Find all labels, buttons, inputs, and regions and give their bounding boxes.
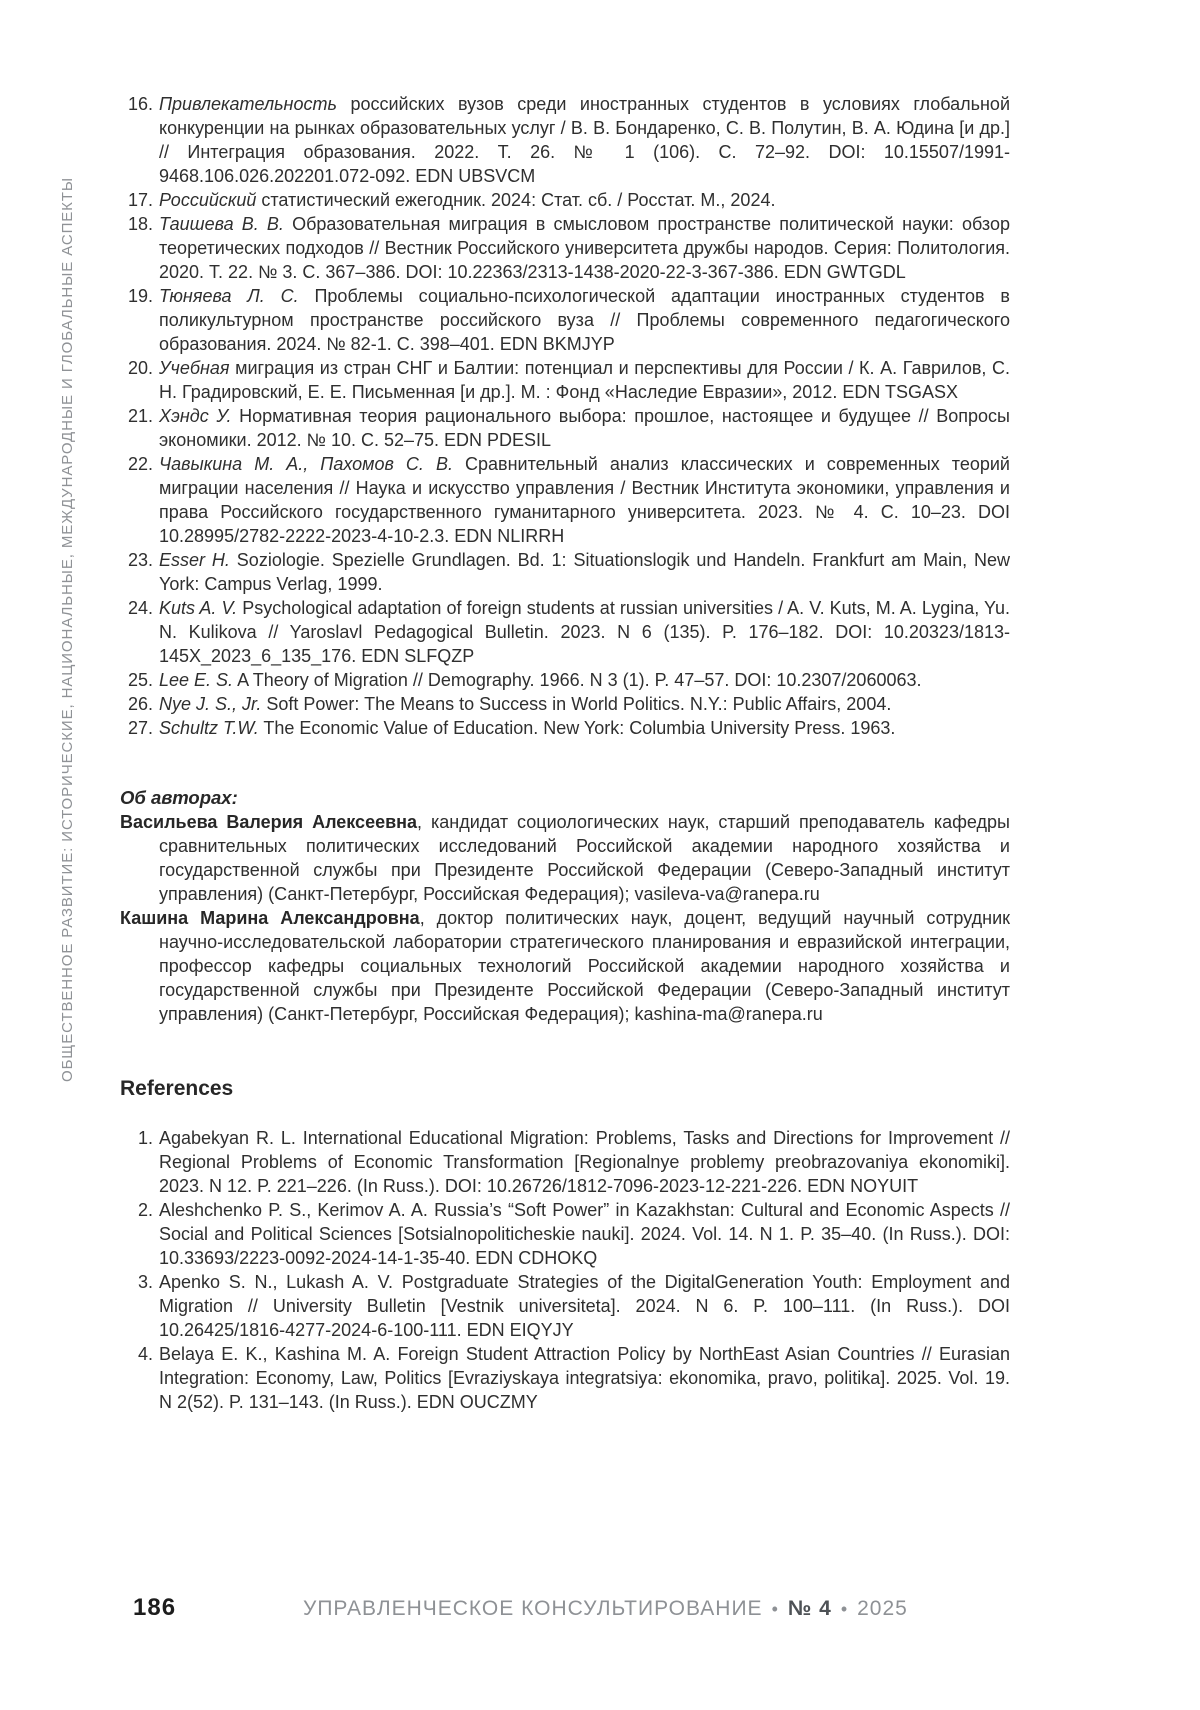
reference-item xyxy=(120,1126,1010,1198)
item-text: Soft Power: The Means to Success in World Politics. N.Y.: Public Affairs, 2004. xyxy=(266,694,892,714)
item-number: 19. xyxy=(127,286,153,306)
item-lead-italic: Привлекательность xyxy=(159,94,337,114)
page-number: 186 xyxy=(133,1594,177,1621)
author-entry xyxy=(120,906,1010,1026)
separator-dot: • xyxy=(840,1599,849,1619)
item-number: 18. xyxy=(127,214,153,234)
bibliography-item xyxy=(120,356,1010,404)
author-name: Васильева Валерия Алексеевна xyxy=(120,812,418,832)
references-section xyxy=(120,1076,1010,1414)
bibliography-item xyxy=(120,404,1010,452)
item-lead-italic: Kuts A. V. xyxy=(159,598,238,618)
bibliography-item xyxy=(120,92,1010,188)
item-number: 1. xyxy=(137,1128,153,1148)
item-text: российских вузов среди иностранных студентов в условиях глобальной конкуренции на рынках образовательных услуг / В. В. Бондаренко, С. В. Полутин, В. А. Юдина [и др.] // Интеграция образования. 2022. Т. 26. № 1 (106). С. 72–92. DOI: 10.15507/1991-9468.106.026.202201.072-092. EDN UBSVCM xyxy=(159,94,1010,186)
item-number: 2. xyxy=(137,1200,153,1220)
item-number: 3. xyxy=(137,1272,153,1292)
authors-section xyxy=(120,786,1010,1026)
page-footer xyxy=(0,1594,1200,1626)
author-description: , доктор политических наук, доцент, ведущий научный сотрудник научно-исследовательской лаборатории стратегического планирования и евразийской интеграции, профессор кафедры социальных технологий Российской академии народного хозяйства и государственной службы при Президенте Российской Федерации (Северо-Западный институт управления) (Санкт-Петербург, Российская Федерация); kashina-ma@ranepa.ru xyxy=(159,908,1011,1024)
item-number: 26. xyxy=(127,694,153,714)
references-list xyxy=(120,1126,1010,1414)
item-number: 22. xyxy=(127,454,153,474)
item-text: The Economic Value of Education. New York: Columbia University Press. 1963. xyxy=(263,718,896,738)
item-text: Psychological adaptation of foreign students at russian universities / A. V. Kuts, M. A. Lygina, Yu. N. Kulikova // Yaroslavl Pedagogical Bulletin. 2023. N 6 (135). P. 176–182. DOI: 10.20323/1813-145X_2023_6_135_176. EDN SLFQZP xyxy=(159,598,1010,666)
bibliography-item xyxy=(120,668,1010,692)
item-number: 23. xyxy=(127,550,153,570)
item-text: Нормативная теория рационального выбора: прошлое, настоящее и будущее // Вопросы экономики. 2012. № 10. С. 52–75. EDN PDESIL xyxy=(159,406,1010,450)
item-number: 24. xyxy=(127,598,153,618)
item-lead-italic: Schultz T.W. xyxy=(159,718,259,738)
page-content xyxy=(120,0,1010,1414)
separator-dot: • xyxy=(771,1599,779,1619)
references-heading: References xyxy=(120,1077,234,1100)
item-number: 17. xyxy=(127,190,153,210)
journal-footer-line xyxy=(303,1597,908,1621)
bibliography-item xyxy=(120,716,1010,740)
item-text: A Theory of Migration // Demography. 1966. N 3 (1). P. 47–57. DOI: 10.2307/2060063. xyxy=(237,670,922,690)
item-lead-italic: Тюняева Л. С. xyxy=(159,286,299,306)
bibliography-item xyxy=(120,212,1010,284)
item-text: Soziologie. Spezielle Grundlagen. Bd. 1: Situationslogik und Handeln. Frankfurt am Main, New York: Campus Verlag, 1999. xyxy=(159,550,1010,594)
item-text: статистический ежегодник. 2024: Стат. сб. / Росстат. М., 2024. xyxy=(261,190,776,210)
item-lead-italic: Чавыкина М. А., Пахомов С. В. xyxy=(159,454,453,474)
item-lead-italic: Хэндс У. xyxy=(159,406,232,426)
item-lead-italic: Российский xyxy=(159,190,257,210)
journal-title: УПРАВЛЕНЧЕСКОЕ КОНСУЛЬТИРОВАНИЕ xyxy=(303,1597,763,1620)
issue-number: № 4 xyxy=(787,1597,832,1620)
item-number: 20. xyxy=(127,358,153,378)
item-text: Сравнительный анализ классических и современных теорий миграции населения // Наука и искусство управления / Вестник Института экономики, управления и права Российского государственного гуманитарного университета. 2023. № 4. С. 10–23. DOI 10.28995/2782-2222-2023-4-10-2.3. EDN NLIRRH xyxy=(159,454,1010,546)
item-number: 4. xyxy=(137,1344,153,1364)
author-entry xyxy=(120,810,1010,906)
section-title-vertical: ОБЩЕСТВЕННОЕ РАЗВИТИЕ: ИСТОРИЧЕСКИЕ, НАЦИОНАЛЬНЫЕ, МЕЖДУНАРОДНЫЕ И ГЛОБАЛЬНЫЕ АСПЕКТЫ xyxy=(59,176,76,1082)
item-text: Образовательная миграция в смысловом пространстве политической науки: обзор теоретических подходов // Вестник Российского университета дружбы народов. Серия: Политология. 2020. Т. 22. № 3. С. 367–386. DOI: 10.22363/2313-1438-2020-22-3-367-386. EDN GWTGDL xyxy=(159,214,1010,282)
item-text: миграция из стран СНГ и Балтии: потенциал и перспективы для России / К. А. Гаврилов, С. Н. Градировский, Е. Е. Письменная [и др.]. М. : Фонд «Наследие Евразии», 2012. EDN TSGASX xyxy=(159,358,1010,402)
item-text: Проблемы социально-психологической адаптации иностранных студентов в поликультурном пространстве российского вуза // Проблемы современного педагогического образования. 2024. № 82-1. С. 398–401. EDN BKMJYP xyxy=(159,286,1010,354)
bibliography-item xyxy=(120,284,1010,356)
reference-item xyxy=(120,1198,1010,1270)
item-text: Belaya E. K., Kashina M. A. Foreign Student Attraction Policy by NorthEast Asian Countries // Eurasian Integration: Economy, Law, Politics [Evraziyskaya integratsiya: ekonomika, pravo, politika]. 2025. Vol. 19. N 2(52). P. 131–143. (In Russ.). EDN OUCZMY xyxy=(159,1344,1010,1412)
item-text: Apenko S. N., Lukash A. V. Postgraduate Strategies of the DigitalGeneration Youth: Employment and Migration // University Bulletin [Vestnik universiteta]. 2024. N 6. P. 100–111. (In Russ.). DOI 10.26425/1816-4277-2024-6-100-111. EDN EIQYJY xyxy=(159,1272,1010,1340)
item-text: Aleshchenko P. S., Kerimov A. A. Russia’s “Soft Power” in Kazakhstan: Cultural and Economic Aspects // Social and Political Sciences [Sotsialnopoliticheskie nauki]. 2024. Vol. 14. N 1. P. 35–40. (In Russ.). DOI: 10.33693/2223-0092-2024-14-1-35-40. EDN CDHOKQ xyxy=(159,1200,1010,1268)
reference-item xyxy=(120,1342,1010,1414)
bibliography-item xyxy=(120,452,1010,548)
item-number: 16. xyxy=(127,94,153,114)
bibliography-list xyxy=(120,0,1010,740)
year: 2025 xyxy=(857,1597,908,1620)
bibliography-item xyxy=(120,548,1010,596)
reference-item xyxy=(120,1270,1010,1342)
bibliography-item xyxy=(120,692,1010,716)
item-lead-italic: Lee E. S. xyxy=(159,670,234,690)
item-number: 25. xyxy=(127,670,153,690)
authors-heading: Об авторах: xyxy=(120,787,238,808)
item-lead-italic: Учебная xyxy=(159,358,230,378)
item-lead-italic: Таишева В. В. xyxy=(159,214,284,234)
bibliography-item xyxy=(120,188,1010,212)
item-text: Agabekyan R. L. International Educational Migration: Problems, Tasks and Directions for Improvement // Regional Problems of Economic Transformation [Regionalnye problemy preobrazovaniya ekonomiki]. 2023. N 12. P. 221–226. (In Russ.). DOI: 10.26726/1812-7096-2023-12-221-226. EDN NOYUIT xyxy=(159,1128,1010,1196)
item-number: 27. xyxy=(127,718,153,738)
item-lead-italic: Nye J. S., Jr. xyxy=(159,694,262,714)
author-description: , кандидат социологических наук, старший преподаватель кафедры сравнительных политических исследований Российской академии народного хозяйства и государственной службы при Президенте Российской Федерации (Северо-Западный институт управления) (Санкт-Петербург, Российская Федерация); vasileva-va@ranepa.ru xyxy=(159,812,1010,904)
bibliography-item xyxy=(120,596,1010,668)
authors-list xyxy=(120,810,1010,1026)
author-name: Кашина Марина Александровна xyxy=(120,908,420,928)
item-number: 21. xyxy=(127,406,153,426)
item-lead-italic: Esser H. xyxy=(159,550,230,570)
